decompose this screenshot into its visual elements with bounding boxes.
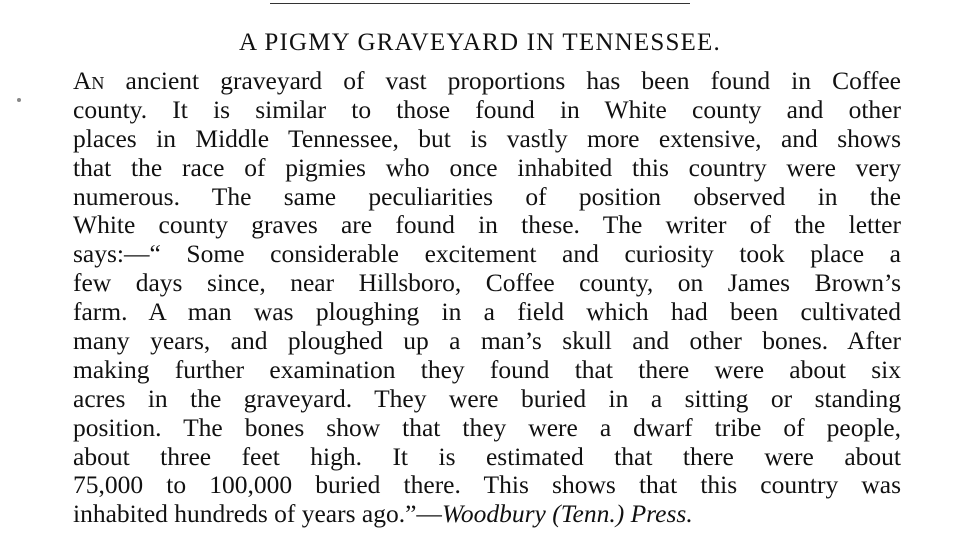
body-line: White county graves are found in these. The writer of the letter xyxy=(73,210,901,240)
body-line: places in Middle Tennessee, but is vastly more extensive, and shows xyxy=(73,123,901,153)
stray-mark xyxy=(17,98,21,102)
body-line: few days since, near Hillsboro, Coffee county, on James Brown’s xyxy=(73,268,901,298)
source-citation: Woodbury (Tenn.) Press. xyxy=(441,499,693,529)
body-line-last xyxy=(73,500,901,529)
last-line-text: inhabited hundreds of years ago.”— xyxy=(73,499,442,529)
body-line: about three feet high. It is estimated that there were about xyxy=(73,441,901,471)
body-line: says:—“ Some considerable excitement and curiosity took place a xyxy=(73,239,901,269)
body-line: 75,000 to 100,000 buried there. This shows that this country was xyxy=(73,470,901,500)
body-line xyxy=(73,67,901,96)
body-line: that the race of pigmies who once inhabited this country were very xyxy=(73,152,901,182)
article-title: A PIGMY GRAVEYARD IN TENNESSEE. xyxy=(239,29,721,56)
body-line: farm. A man was ploughing in a field which had been cultivated xyxy=(73,297,901,327)
top-rule xyxy=(270,3,690,4)
body-line: making further examination they found that there were about six xyxy=(73,354,901,384)
body-line: county. It is similar to those found in White county and other xyxy=(73,94,901,124)
line-text: ancient graveyard of vast proportions has been found in Coffee xyxy=(125,66,902,95)
body-line: acres in the graveyard. They were buried in a sitting or standing xyxy=(73,383,901,413)
body-line: numerous. The same peculiarities of position observed in the xyxy=(73,181,901,211)
first-word: An xyxy=(73,66,105,95)
body-line: many years, and ploughed up a man’s skull and other bones. After xyxy=(73,326,901,356)
article-body xyxy=(73,67,901,529)
body-line: position. The bones show that they were a dwarf tribe of people, xyxy=(73,412,901,442)
